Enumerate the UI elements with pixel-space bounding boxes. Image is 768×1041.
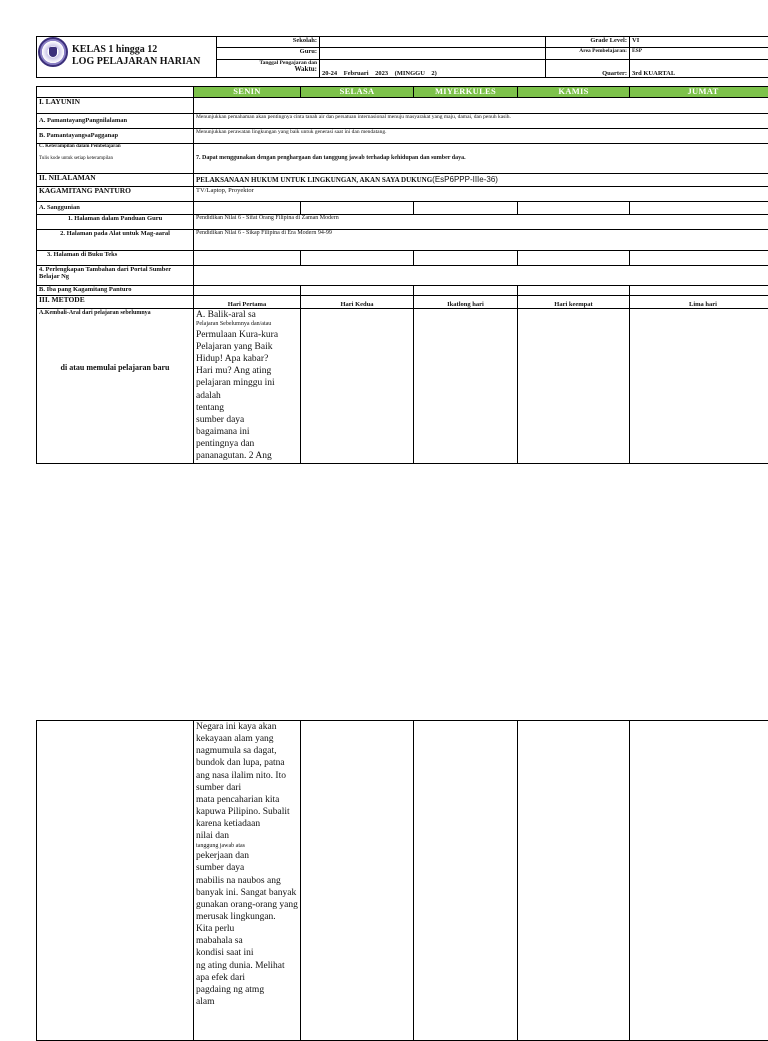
buku-miyerkules (414, 251, 518, 266)
text-line: bagaimana ini (196, 426, 298, 438)
text-line: banyak ini. Sangat banyak (196, 887, 298, 899)
iba-senin (194, 286, 301, 296)
day-jumat: JUMAT (630, 87, 768, 98)
keterampilan-label-line1: C. Keterampilan dalam Pembelajaran (39, 144, 121, 149)
day-miyerkules: MIYERKULES (414, 87, 518, 98)
panduan-value: Pendidikan Nilai 6 - Sifat Orang Filipina di Zaman Modern (194, 215, 768, 230)
senin-review-text (194, 309, 301, 464)
text-line: gunakan orang-orang yang (196, 899, 298, 911)
sanggunian-jumat (630, 202, 768, 215)
nilalaman-label: II. NILALAMAN (37, 174, 194, 187)
day-selasa: SELASA (301, 87, 414, 98)
pamantayan-nilalaman-value: Menunjukkan pemahaman akan pentingnya cinta tanah air dan persatuan internasional menuju masyarakat yang maju, damai, dan penuh kasih. (194, 114, 768, 129)
keterampilan-label-line2: Tulis kode untuk setiap keterampilan (39, 156, 113, 161)
miyerkules-review (414, 309, 518, 464)
pamantayan-nilalaman-label: A. PamantayangPangnilalaman (37, 114, 194, 129)
pamantayan-pagganap-label: B. PamantayangsaPagganap (37, 129, 194, 144)
kagamitang-value: TV/Laptop, Proyektor (194, 187, 768, 202)
layunin-value (194, 98, 768, 114)
nilalaman-title: PELAKSANAAN HUKUM UNTUK LINGKUNGAN, AKAN SAYA DUKUNG (196, 176, 432, 184)
grade-label: Grade Level: (546, 37, 630, 48)
day-senin: SENIN (194, 87, 301, 98)
kagamitang-label: KAGAMITANG PANTURO (37, 187, 194, 202)
text-line: Pelajaran Sebelumnya dan/atau (196, 321, 298, 329)
buku-kamis (518, 251, 630, 266)
text-line: Pelajaran yang Baik (196, 341, 298, 353)
kembali-aral-label (37, 309, 194, 464)
alat-label: 2. Halaman pada Alat untuk Mag-aaral (37, 230, 194, 251)
text-line: kondisi saat ini (196, 947, 298, 959)
text-line: bundok dan lupa, patna (196, 757, 298, 769)
text-line: apa efek dari (196, 972, 298, 984)
text-line: Hidup! Apa kabar? (196, 353, 298, 365)
iba-selasa (301, 286, 414, 296)
sekolah-label: Sekolah: (217, 37, 320, 48)
buku-label: 3. Halaman di Buku Teks (37, 251, 194, 266)
hari-pertama: Hari Pertama (194, 296, 301, 309)
text-line: Permulaan Kura-kura (196, 329, 298, 341)
sanggunian-selasa (301, 202, 414, 215)
kamis-continued (518, 721, 630, 1041)
text-line: alam (196, 996, 298, 1008)
keterampilan-value: 7. Dapat menggunakan dengan penghargaan dan tanggung jawab terhadap kehidupan dan sumber daya. (194, 144, 768, 174)
text-line: pelajaran minggu ini adalah (196, 377, 298, 401)
hari-ketiga: Ikatlong hari (414, 296, 518, 309)
sanggunian-label: A. Sanggunian (37, 202, 194, 215)
grade-value: VI (630, 37, 768, 48)
alat-value: Pendidikan Nilai 6 - Sikap Filipina di Era Modern 94-99 (194, 230, 768, 251)
memulai-label: di atau memulai pelajaran baru (39, 363, 191, 372)
tanggal-label: Tanggal Pengajaran dan (259, 60, 317, 66)
sanggunian-miyerkules (414, 202, 518, 215)
iba-miyerkules (414, 286, 518, 296)
hari-kedua: Hari Kedua (301, 296, 414, 309)
sanggunian-senin (194, 202, 301, 215)
text-line: mata pencaharian kita (196, 794, 298, 806)
text-line: merusak lingkungan. (196, 911, 298, 923)
iba-label: B. Iba pang Kagamitang Panturo (37, 286, 194, 296)
text-line: tentang (196, 402, 298, 414)
layunin-label: I. LAYUNIN (37, 98, 194, 114)
waktu-value: 20-24 Februari 2023 (MINGGU 2) (320, 59, 546, 77)
lesson-log-table-continued (36, 720, 768, 1041)
text-line: tanggung jawab atas (196, 843, 298, 851)
hari-kelima: Lima hari (630, 296, 768, 309)
text-line: kapuwa Pilipino. Subalit (196, 806, 298, 818)
kembali-aral-title: A.Kembali-Aral dari pelajaran sebelumnya (39, 310, 151, 316)
panduan-label: 1. Halaman dalam Panduan Guru (37, 215, 194, 230)
continued-label-cell (37, 721, 194, 1041)
text-line: sumber daya (196, 862, 298, 874)
guru-label: Guru: (217, 48, 320, 59)
nilalaman-value (194, 174, 768, 187)
kamis-review (518, 309, 630, 464)
text-line: sumber dari (196, 782, 298, 794)
text-line: karena ketiadaan (196, 818, 298, 830)
text-line: Negara ini kaya akan (196, 721, 298, 733)
iba-kamis (518, 286, 630, 296)
header-logo-cell (37, 37, 217, 78)
text-line: pagdaing ng atmg (196, 984, 298, 996)
text-line: ang nasa ilalim nito. Ito (196, 770, 298, 782)
text-line: mabilis na naubos ang (196, 875, 298, 887)
buku-senin (194, 251, 301, 266)
blank-corner (37, 87, 194, 98)
guru-value (320, 48, 546, 59)
pamantayan-pagganap-value: Menunjukkan perawatan lingkungan yang baik untuk generasi saat ini dan mendatang. (194, 129, 768, 144)
perlengkapan-label: 4. Perlengkapan Tambahan dari Portal Sumber Belajar Ng (37, 266, 194, 286)
miyerkules-continued (414, 721, 518, 1041)
jumat-review (630, 309, 768, 464)
metode-label: III. METODE (37, 296, 194, 309)
text-line: nilai dan (196, 830, 298, 842)
area-label: Area Pembelajaran: (546, 48, 630, 59)
waktu-label: Waktu: (294, 65, 317, 73)
sekolah-value (320, 37, 546, 48)
tanggal-waktu-label (217, 59, 320, 77)
day-kamis: KAMIS (518, 87, 630, 98)
lesson-log-table (36, 86, 768, 464)
text-line: A. Balik-aral sa (196, 309, 298, 321)
header-info-table (36, 36, 768, 78)
keterampilan-label (37, 144, 194, 174)
iba-jumat (630, 286, 768, 296)
text-line: nagmumula sa dagat, (196, 745, 298, 757)
lesson-log-title-line1: KELAS 1 hingga 12 (72, 44, 157, 55)
text-line: ng ating dunia. Melihat (196, 960, 298, 972)
text-line: sumber daya (196, 414, 298, 426)
senin-continued-text (194, 721, 301, 1041)
perlengkapan-value (194, 266, 768, 286)
selasa-continued (301, 721, 414, 1041)
quarter-value: 3rd KUARTAL (630, 59, 768, 77)
text-line: pentingnya dan (196, 438, 298, 450)
text-line: pekerjaan dan (196, 850, 298, 862)
area-value: ESP (630, 48, 768, 59)
buku-jumat (630, 251, 768, 266)
text-line: pananagutan. 2 Ang (196, 450, 298, 462)
hari-keempat: Hari keempat (518, 296, 630, 309)
jumat-continued (630, 721, 768, 1041)
lesson-log-title-line2: LOG PELAJARAN HARIAN (72, 56, 200, 67)
selasa-review (301, 309, 414, 464)
buku-selasa (301, 251, 414, 266)
text-line: mabahala sa (196, 935, 298, 947)
quarter-label: Quarter: (546, 59, 630, 77)
sanggunian-kamis (518, 202, 630, 215)
text-line: Hari mu? Ang ating (196, 365, 298, 377)
text-line: kekayaan alam yang (196, 733, 298, 745)
text-line: Kita perlu (196, 923, 298, 935)
nilalaman-code: (EsP6PPP-IIIe-36) (432, 175, 498, 184)
